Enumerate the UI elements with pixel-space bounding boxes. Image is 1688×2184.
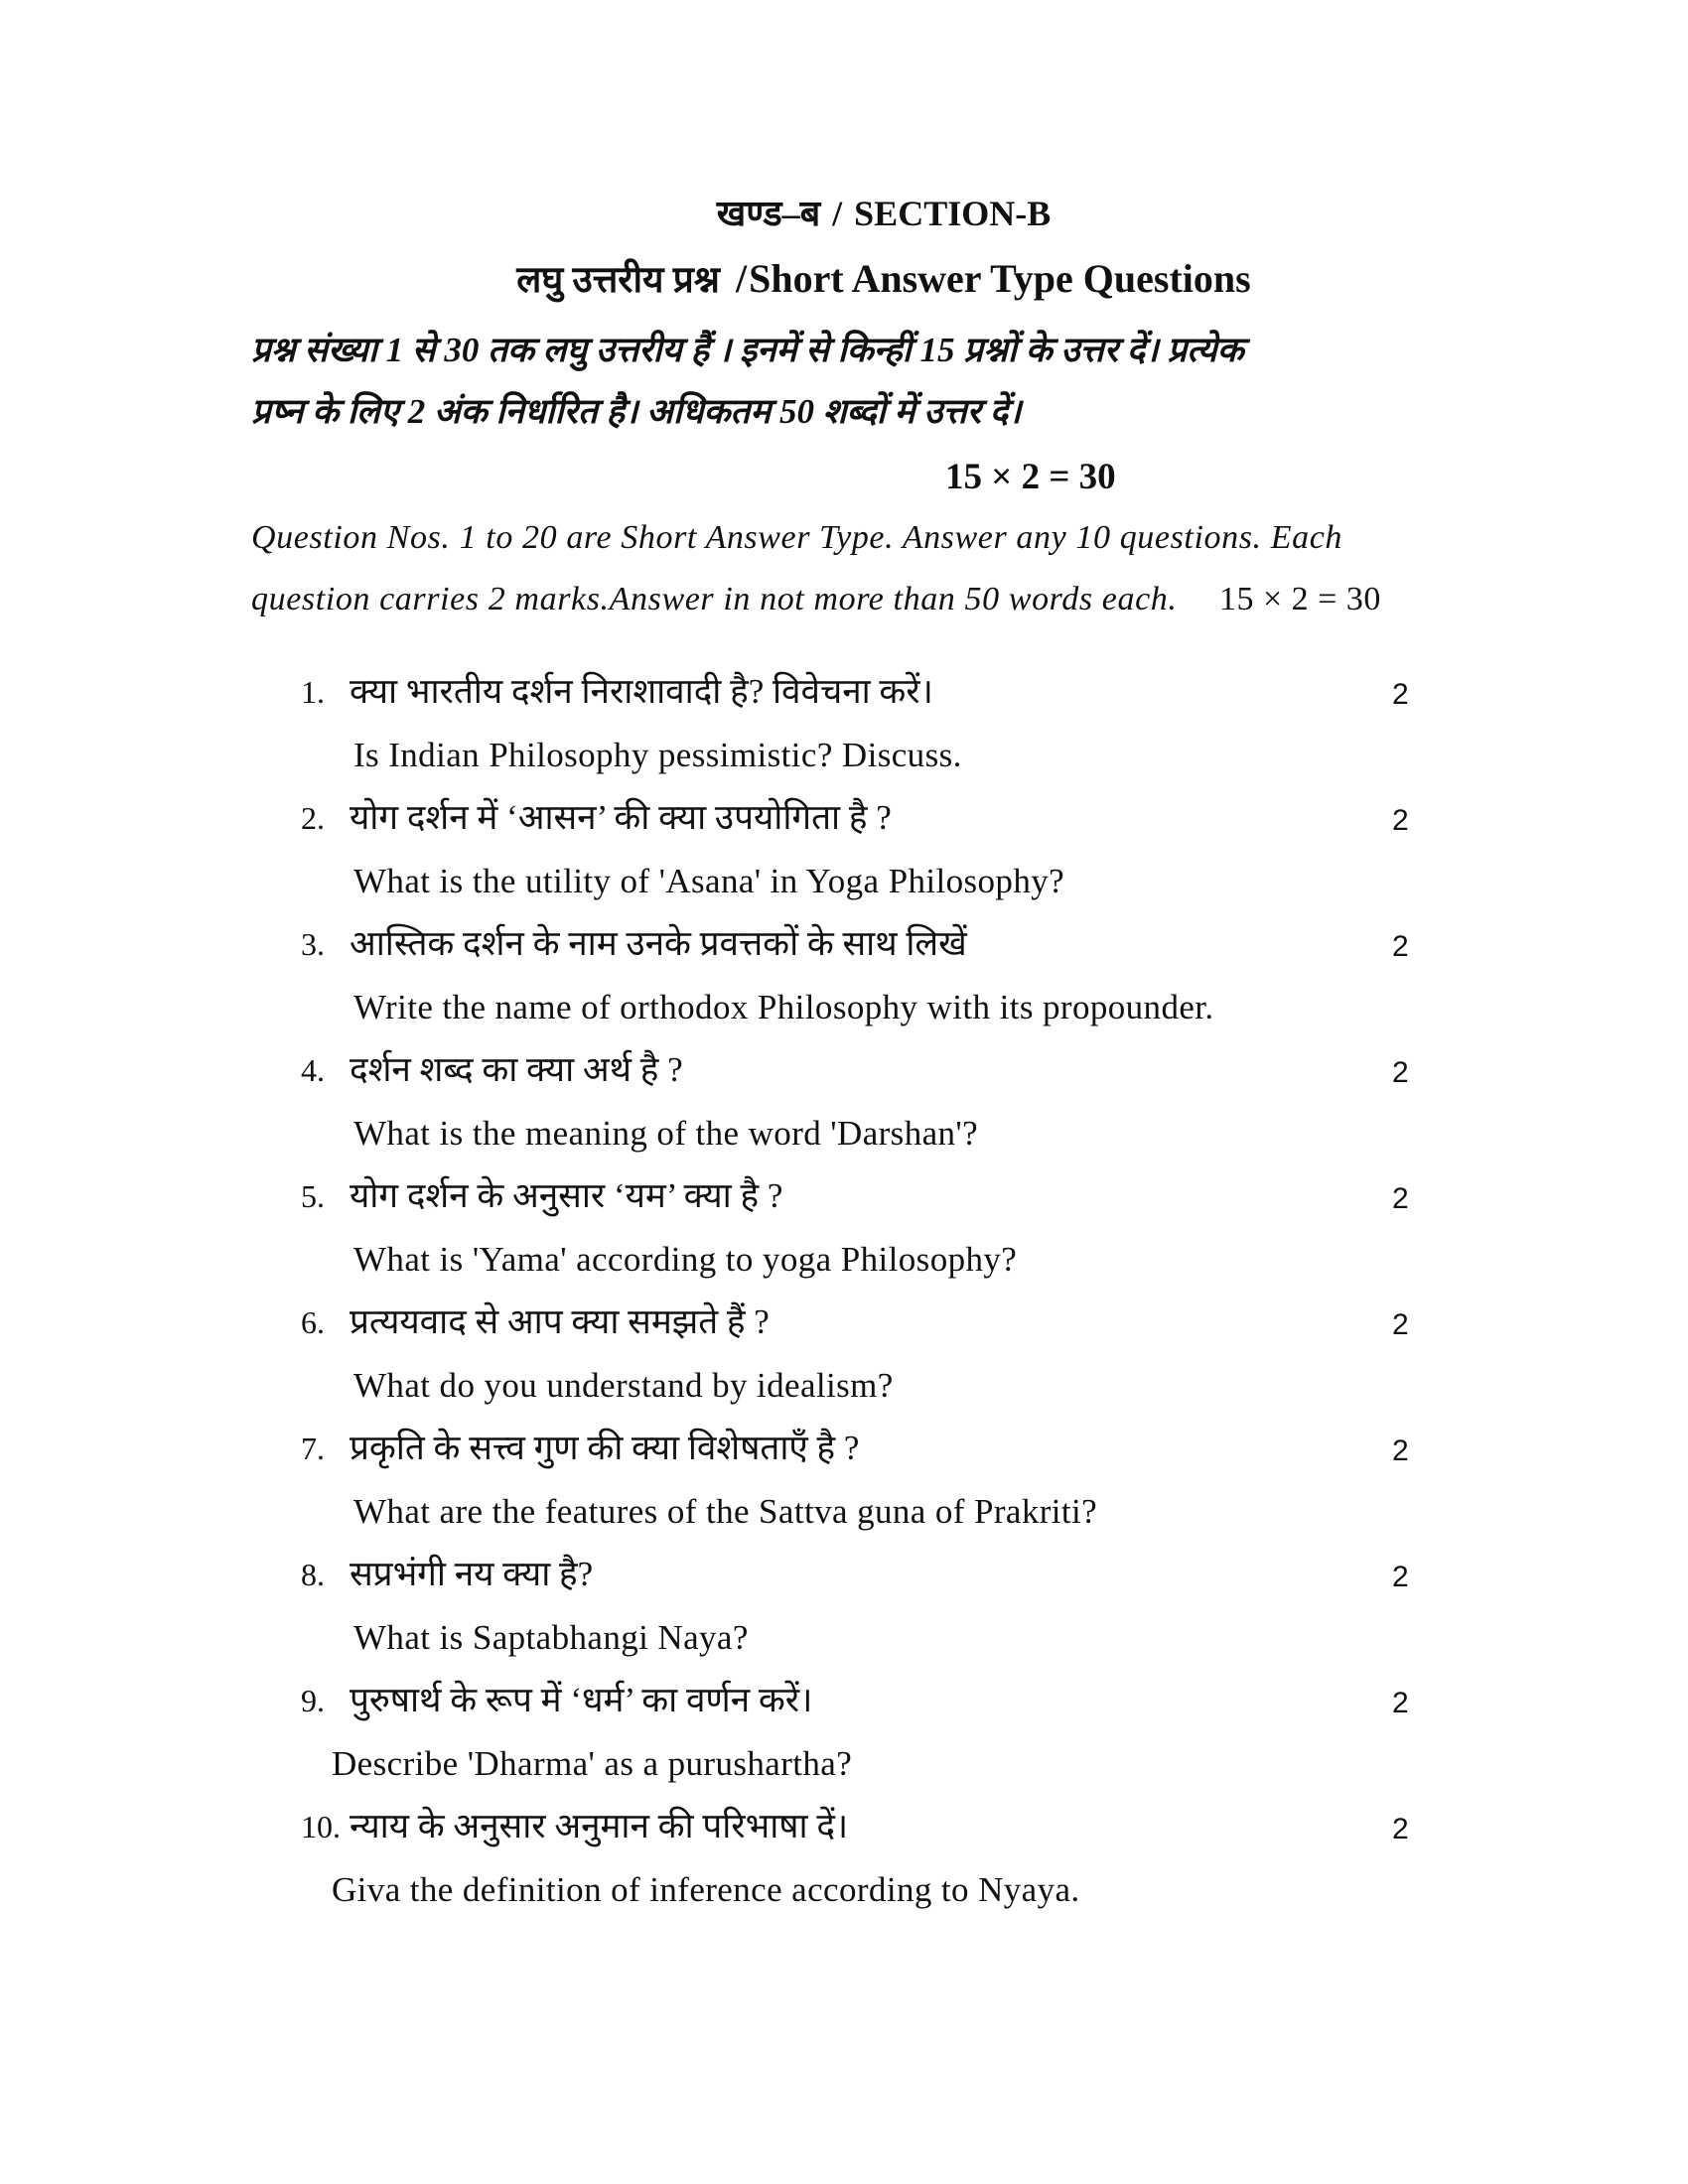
question-text-hindi: योग दर्शन में ‘आसन’ की क्या उपयोगिता है ? — [350, 798, 892, 837]
question-marks: 2 — [1392, 1434, 1409, 1467]
section-header — [0, 192, 1688, 236]
question-text-english: What is the meaning of the word 'Darshan'? — [353, 1114, 979, 1153]
subtitle-separator: / — [735, 256, 748, 301]
question-text-english: What are the features of the Sattva guna of Prakriti? — [353, 1492, 1098, 1531]
question-text-hindi: योग दर्शन के अनुसार ‘यम’ क्या है ? — [350, 1176, 783, 1215]
marks-formula-bold: 15 × 2 = 30 — [945, 457, 1116, 497]
question-text-hindi: न्याय के अनुसार अनुमान की परिभाषा दें। — [350, 1807, 849, 1845]
question-number: 5. — [301, 1178, 325, 1214]
question-text-english: Is Indian Philosophy pessimistic? Discuss. — [353, 736, 962, 774]
instructions-hindi-line1: प्रश्न संख्या 1 से 30 तक लघु उत्तरीय हैं । इनमें से किन्हीं 15 प्रश्नों के उत्तर दें। प्रत्येक — [251, 331, 1244, 369]
question-marks: 2 — [1392, 804, 1409, 837]
question-row — [0, 1048, 1688, 1092]
question-number: 2. — [301, 800, 325, 836]
question-number: 10. — [301, 1809, 341, 1844]
question-row — [0, 796, 1688, 840]
subtitle — [0, 254, 1688, 304]
question-text-hindi: आस्तिक दर्शन के नाम उनके प्रवत्तकों के साथ लिखें — [350, 924, 967, 963]
subtitle-hindi: लघु उत्तरीय प्रश्न — [516, 260, 720, 301]
question-text-english: What is Saptabhangi Naya? — [353, 1618, 749, 1657]
question-text-hindi: क्या भारतीय दर्शन निराशावादी है? विवेचना करें। — [350, 672, 933, 711]
question-text-english: What is 'Yama' according to yoga Philosophy? — [353, 1240, 1018, 1279]
section-header-english: SECTION-B — [854, 194, 1052, 233]
question-text-hindi: सप्रभंगी नय क्या है? — [350, 1555, 594, 1593]
question-marks: 2 — [1392, 678, 1409, 711]
question-number: 4. — [301, 1052, 325, 1088]
question-text-hindi: प्रकृति के सत्त्व गुण की क्या विशेषताएँ है ? — [350, 1429, 860, 1467]
question-text-english: What do you understand by idealism? — [353, 1366, 894, 1405]
question-text-english: Describe 'Dharma' as a purushartha? — [332, 1744, 853, 1783]
question-text-english: What is the utility of 'Asana' in Yoga Philosophy? — [353, 862, 1065, 900]
question-row — [0, 1679, 1688, 1722]
question-number: 9. — [301, 1683, 325, 1718]
instructions-english-line1: Question Nos. 1 to 20 are Short Answer Type. Answer any 10 questions. Each — [251, 519, 1342, 556]
section-header-separator: / — [832, 194, 843, 233]
question-number: 8. — [301, 1557, 325, 1592]
question-row — [0, 1300, 1688, 1344]
question-text-hindi: पुरुषार्थ के रूप में ‘धर्म’ का वर्णन करें। — [350, 1681, 813, 1719]
question-row — [0, 1553, 1688, 1596]
question-marks: 2 — [1392, 1813, 1409, 1845]
question-number: 7. — [301, 1431, 325, 1466]
question-text-english: Write the name of orthodox Philosophy with its propounder. — [353, 988, 1214, 1026]
question-row — [0, 1174, 1688, 1218]
question-row — [0, 1427, 1688, 1470]
instructions-hindi-line2: प्रष्न के लिए 2 अंक निर्धारित है। अधिकतम 50 शब्दों में उत्तर दें। — [251, 392, 1022, 431]
question-text-hindi: प्रत्ययवाद से आप क्या समझते हैं ? — [350, 1302, 770, 1341]
subtitle-english: Short Answer Type Questions — [749, 256, 1251, 301]
question-marks: 2 — [1392, 1561, 1409, 1593]
question-row — [0, 670, 1688, 714]
question-marks: 2 — [1392, 1687, 1409, 1719]
question-text-english: Giva the definition of inference according to Nyaya. — [332, 1870, 1080, 1909]
question-row — [0, 1805, 1688, 1848]
instructions-english-formula: 15 × 2 = 30 — [1219, 581, 1381, 617]
question-row — [0, 922, 1688, 966]
question-marks: 2 — [1392, 1182, 1409, 1215]
question-number: 1. — [301, 674, 325, 710]
section-header-hindi: खण्ड–ब — [716, 194, 821, 233]
question-marks: 2 — [1392, 1056, 1409, 1089]
question-marks: 2 — [1392, 1308, 1409, 1341]
instructions-english-line2: question carries 2 marks.Answer in not more than 50 words each. — [251, 581, 1178, 617]
question-marks: 2 — [1392, 930, 1409, 963]
question-number: 6. — [301, 1304, 325, 1340]
question-number: 3. — [301, 926, 325, 962]
question-text-hindi: दर्शन शब्द का क्या अर्थ है ? — [350, 1050, 683, 1089]
